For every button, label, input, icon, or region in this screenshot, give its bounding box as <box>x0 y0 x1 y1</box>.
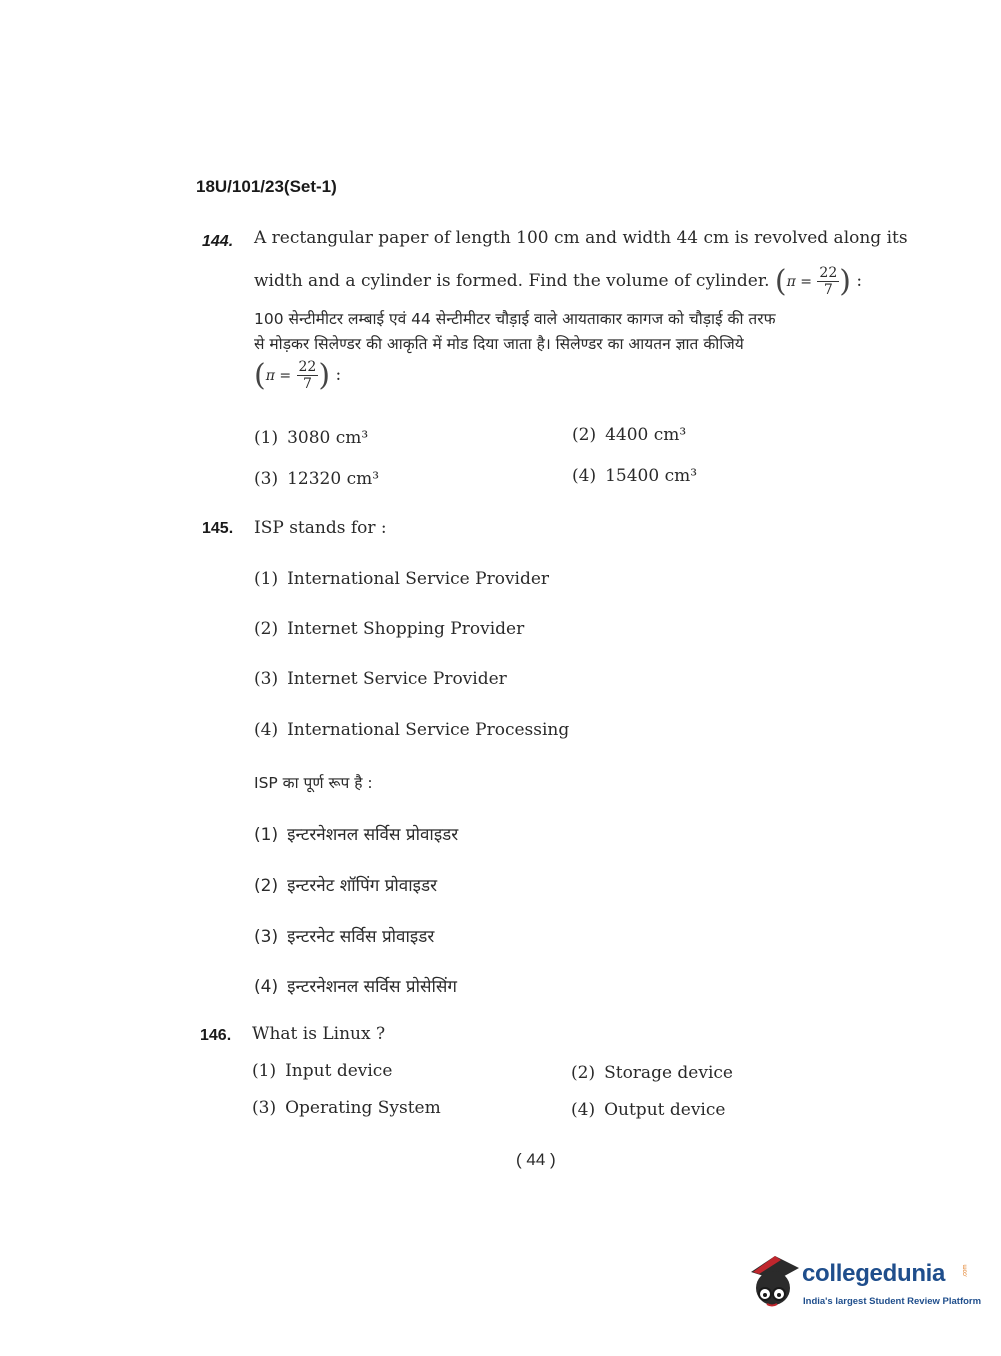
option-number: (4) <box>571 1100 596 1120</box>
option <box>254 720 569 740</box>
option-number: (4) <box>254 720 279 740</box>
brand-dotcom: .com <box>962 1264 969 1278</box>
pi-label: π = <box>265 368 292 384</box>
option-text: 3080 cm³ <box>287 428 369 448</box>
pi-denominator: 7 <box>302 376 312 392</box>
option-text: Internet Shopping Provider <box>287 619 525 639</box>
pi-label: π = <box>786 274 812 290</box>
question-text-en: What is Linux ? <box>252 1024 386 1044</box>
option-number: (2) <box>254 619 279 639</box>
option-text: International Service Provider <box>287 569 550 589</box>
option-text: International Service Processing <box>287 720 570 740</box>
option <box>252 1098 441 1118</box>
option-text: 4400 cm³ <box>605 425 687 445</box>
option <box>252 1061 392 1081</box>
paper-code: 18U/101/23(Set-1) <box>196 177 337 196</box>
option-number: (4) <box>572 466 597 486</box>
option-number: (3) <box>252 1098 277 1118</box>
option-number: (2) <box>572 425 597 445</box>
formula-paren: ) <box>318 358 331 393</box>
option <box>254 974 457 997</box>
option-text: Output device <box>604 1100 726 1120</box>
question-number: 144. <box>202 233 234 250</box>
option-number: (1) <box>252 1061 277 1081</box>
option-number: (1) <box>254 825 279 845</box>
option <box>254 569 549 589</box>
option-number: (4) <box>254 977 279 997</box>
formula-paren: ( <box>774 264 787 299</box>
option <box>572 466 697 486</box>
question-text-hi: ISP का पूर्ण रूप है : <box>254 774 373 792</box>
option <box>254 873 437 896</box>
option <box>254 669 507 689</box>
question-text-hi: 100 सेन्टीमीटर लम्बाई एवं 44 सेन्टीमीटर चौड़ाई वाले आयताकार कागज को चौड़ाई की तरफ <box>254 310 776 328</box>
option-text: 12320 cm³ <box>287 469 380 489</box>
option-text: 15400 cm³ <box>605 466 698 486</box>
option <box>572 425 686 445</box>
pi-formula <box>254 358 341 393</box>
question-number: 146. <box>200 1027 232 1044</box>
pi-denominator: 7 <box>823 282 833 298</box>
option-text: Input device <box>285 1061 393 1081</box>
question-number: 145. <box>202 520 234 537</box>
option-text: इन्टरनेशनल सर्विस प्रोसेसिंग <box>287 977 457 997</box>
question-text-hi: से मोड़कर सिलेण्डर की आकृति में मोड दिया जाता है। सिलेण्डर का आयतन ज्ञात कीजिये <box>254 335 744 353</box>
option-number: (2) <box>571 1063 596 1083</box>
pi-numerator: 22 <box>819 265 838 281</box>
pi-numerator: 22 <box>298 359 317 375</box>
question-text-en: ISP stands for : <box>254 518 387 538</box>
option-number: (2) <box>254 876 279 896</box>
colon: : <box>856 271 863 291</box>
option <box>254 428 368 448</box>
option-text: इन्टरनेट सर्विस प्रोवाइडर <box>287 927 435 947</box>
option-text: इन्टरनेशनल सर्विस प्रोवाइडर <box>287 825 459 845</box>
option-number: (1) <box>254 569 279 589</box>
pi-fraction <box>817 265 839 298</box>
option-text: Storage device <box>604 1063 733 1083</box>
brand-name: collegedunia <box>802 1260 946 1287</box>
collegedunia-logo <box>745 1250 982 1320</box>
option-number: (3) <box>254 469 279 489</box>
question-text-en-line2: width and a cylinder is formed. Find the volume of cylinder. <box>254 271 770 291</box>
question-text-en <box>254 264 862 299</box>
option <box>254 924 434 947</box>
formula-paren: ) <box>839 264 851 299</box>
option-number: (1) <box>254 428 279 448</box>
pi-fraction <box>297 359 319 392</box>
option <box>571 1100 725 1120</box>
option-number: (3) <box>254 927 279 947</box>
option-text: Internet Service Provider <box>287 669 507 689</box>
brand-tagline: India's largest Student Review Platform <box>803 1296 982 1307</box>
option <box>254 619 524 639</box>
page-number: ( 44 ) <box>516 1150 556 1169</box>
option-text: इन्टरनेट शॉपिंग प्रोवाइडर <box>287 876 438 896</box>
question-text-en: A rectangular paper of length 100 cm and width 44 cm is revolved along its <box>254 228 908 248</box>
colon: : <box>335 365 342 385</box>
option <box>254 822 458 845</box>
option <box>571 1063 733 1083</box>
mascot-icon <box>745 1250 803 1314</box>
option-text: Operating System <box>285 1098 441 1118</box>
option-number: (3) <box>254 669 279 689</box>
formula-paren: ( <box>254 358 266 393</box>
option <box>254 469 379 489</box>
